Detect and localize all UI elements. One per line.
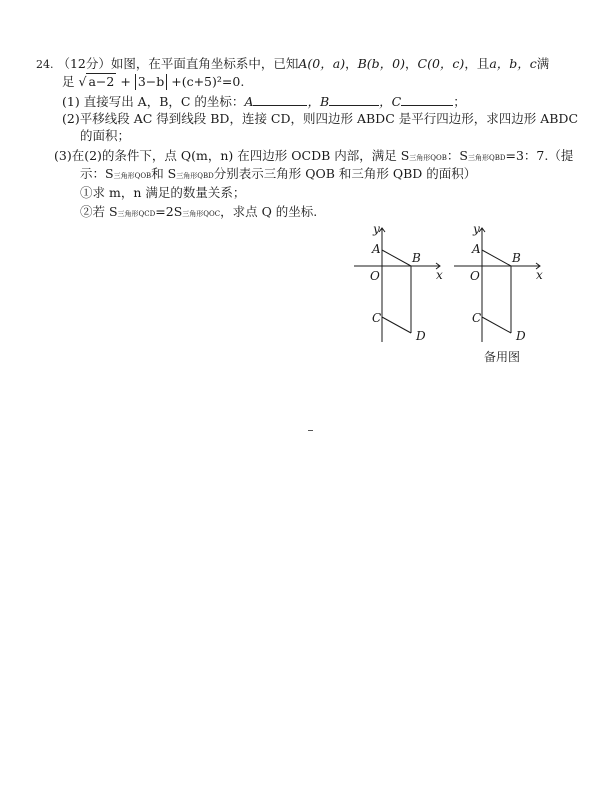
problem-condition: 足 √ a−2 + 3−b +(c+5)²=0.: [62, 74, 245, 89]
spare-point-d-label: D: [516, 329, 526, 343]
part-3-label: (3): [54, 148, 72, 163]
spare-figure-svg: [452, 222, 547, 347]
hint-text-a: 示：S: [80, 166, 114, 181]
spare-figure-caption: 备用图: [484, 350, 521, 364]
subscript-qcd: 三角形QCD: [117, 210, 156, 218]
subscript-qob: 三角形QOB: [409, 154, 447, 162]
segment-ab: [382, 250, 411, 266]
part-3-text-a: 在(2)的条件下，点 Q(m，n) 在四边形 OCDB 内部，满足 S: [71, 148, 410, 163]
cond-prefix: 足: [62, 74, 75, 89]
spare-y-axis-label: y: [473, 222, 480, 236]
part-1-c-label: ，C: [379, 94, 402, 109]
figure-svg: [352, 222, 447, 347]
subscript-qoc: 三角形QOC: [182, 210, 221, 218]
hint-text-c: 分别表示三角形 QOB 和三角形 QBD 的面积）: [213, 166, 477, 181]
point-c-coord: C(0，c): [417, 56, 465, 71]
sub-question-1-text: ①求 m，n 满足的数量关系；: [80, 185, 246, 200]
spare-origin-label: O: [470, 269, 480, 283]
sub-2-text-a: ②若 S: [80, 204, 118, 219]
spare-point-c-label: C: [472, 311, 482, 325]
y-axis-label: y: [373, 222, 380, 236]
part-1-a-label: A: [244, 94, 254, 109]
spare-figure: [452, 222, 547, 351]
part-3-text-b: ：S: [446, 148, 468, 163]
point-b-coord: B(b，0): [357, 56, 406, 71]
question-points: （12分）: [57, 56, 111, 71]
point-d-label: D: [416, 329, 426, 343]
stem-text: 如图，在平面直角坐标系中，已知: [110, 56, 299, 71]
part-1: [62, 93, 466, 110]
spare-point-a-label: A: [472, 242, 481, 256]
hint-subscript-qob: 三角形QOB: [113, 172, 152, 180]
subscript-qbd: 三角形QBD: [467, 154, 506, 162]
stem-text-2: ，且: [464, 56, 490, 71]
answer-blank-b[interactable]: [329, 93, 379, 106]
page-mark: [308, 430, 313, 431]
part-3-hint: [80, 166, 476, 184]
answer-blank-c[interactable]: [401, 93, 453, 106]
answer-blank-a[interactable]: [253, 93, 307, 106]
segment-cd: [382, 317, 411, 333]
cond-rest: +(c+5)²=0.: [171, 74, 245, 89]
part-1-end: ；: [453, 94, 466, 109]
hint-subscript-qbd: 三角形QBD: [176, 172, 214, 180]
stem-vars: a，b，c: [489, 56, 537, 71]
x-axis-label: x: [436, 268, 443, 282]
sub-2-text-c: ，求点 Q 的坐标.: [220, 204, 318, 219]
sqrt-expression: a−2: [88, 74, 115, 89]
part-3-text-c: =3：7.（提: [505, 148, 574, 163]
sub-question-2: [80, 204, 317, 222]
stem-text-3: 满: [536, 56, 550, 71]
problem-stem-line1: 24. （12分）如图，在平面直角坐标系中，已知A(0，a)，B(b，0)，C(0，c)，且a，b，c满: [36, 56, 550, 71]
sub-question-1: [80, 185, 245, 201]
part-2-cont: [80, 128, 130, 144]
hint-text-b: 和 S: [151, 166, 177, 181]
point-a-coord: A(0，a): [298, 56, 346, 71]
spare-segment-ab: [482, 250, 511, 266]
origin-label: O: [370, 269, 380, 283]
part-2-text: 平移线段 AC 得到线段 BD，连接 CD，则四边形 ABDC 是平行四边形，求四边形 ABDC: [79, 111, 579, 126]
question-number: 24.: [36, 58, 54, 71]
spare-x-axis-label: x: [536, 268, 543, 282]
part-1-b-label: ，B: [307, 94, 330, 109]
abs-expression: 3−b: [135, 74, 167, 90]
sub-2-text-b: =2S: [155, 204, 183, 219]
spare-point-b-label: B: [512, 251, 521, 265]
spare-segment-cd: [482, 317, 511, 333]
point-c-label: C: [372, 311, 382, 325]
part-3: [54, 148, 573, 166]
point-b-label: B: [412, 251, 421, 265]
part-2-text-cont: 的面积；: [80, 128, 131, 143]
part-1-label: (1): [62, 94, 80, 109]
cond-plus: +: [120, 74, 131, 89]
part-1-text: 直接写出 A，B，C 的坐标：: [83, 94, 245, 109]
part-2: [62, 111, 578, 127]
coordinate-figure: [352, 222, 447, 351]
part-2-label: (2): [62, 111, 80, 126]
point-a-label: A: [372, 242, 381, 256]
